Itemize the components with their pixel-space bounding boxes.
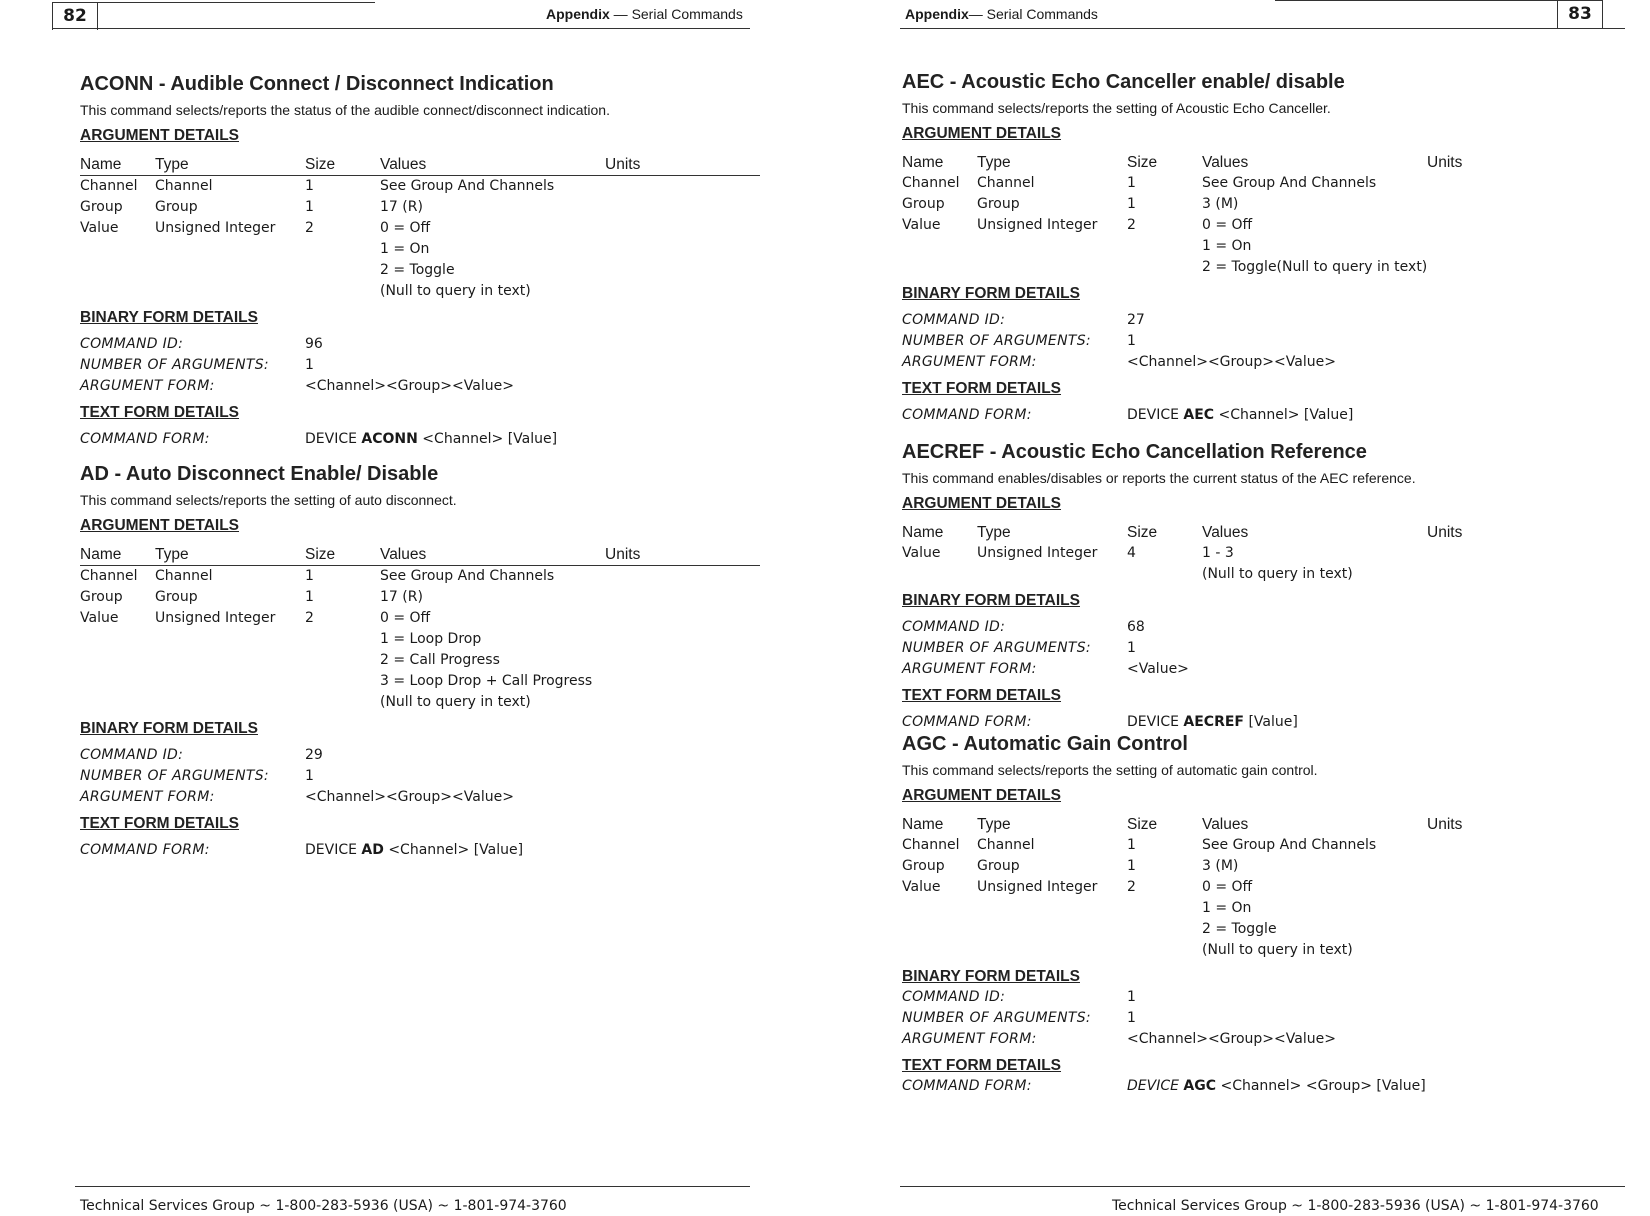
num-args-value: 1 — [305, 768, 314, 784]
command-form-prefix: DEVICE — [305, 431, 362, 447]
command-description: This command selects/reports the status of the audible connect/disconnect indication. — [80, 102, 610, 118]
table-row — [902, 215, 1582, 278]
argument-table-header — [80, 154, 760, 176]
col-units: Units — [1427, 816, 1463, 833]
command-form-label: COMMAND FORM — [902, 407, 1027, 423]
arg-form-value: <Channel><Group><Value> — [1127, 354, 1336, 370]
cell-name: Channel — [80, 178, 138, 194]
arg-form-row: ARGUMENT FORM: <Channel><Group><Value> — [902, 1029, 1582, 1050]
command-id-label: COMMAND ID — [902, 619, 1001, 635]
command-form-row: COMMAND FORM: DEVICE AECREF [Value] — [902, 714, 1298, 730]
command-id-value: 68 — [1127, 619, 1145, 635]
cell-name: Value — [902, 545, 941, 561]
cell-value: See Group And Channels — [1202, 175, 1377, 191]
table-row — [902, 856, 1582, 877]
cell-type: Unsigned Integer — [155, 220, 276, 236]
command-title: AECREF - Acoustic Echo Cancellation Reference — [902, 441, 1367, 463]
command-description: This command selects/reports the setting of automatic gain control. — [902, 762, 1318, 778]
command-form-keyword: AGC — [1183, 1078, 1217, 1094]
cell-type: Channel — [155, 568, 213, 584]
cell-size: 1 — [305, 568, 314, 584]
table-row — [902, 835, 1582, 856]
binary-form-heading: BINARY FORM DETAILS — [902, 285, 1080, 302]
cell-value: 2 = Call Progress — [380, 652, 500, 668]
cell-name: Channel — [902, 837, 960, 853]
cell-value: 2 = Toggle(Null to query in text) — [1202, 259, 1428, 275]
table-row — [80, 176, 760, 197]
cell-type: Group — [155, 199, 198, 215]
command-id-row: COMMAND ID: 27 — [902, 310, 1582, 331]
arg-form-row: ARGUMENT FORM: <Value> — [902, 659, 1582, 680]
binary-form-heading: BINARY FORM DETAILS — [902, 592, 1080, 609]
cell-value: 0 = Off — [380, 220, 431, 236]
cell-size: 2 — [1127, 879, 1136, 895]
table-row — [80, 197, 760, 218]
cell-size: 2 — [1127, 217, 1136, 233]
command-aec — [902, 70, 1582, 426]
col-units: Units — [1427, 524, 1463, 541]
command-id-value: 1 — [1127, 989, 1136, 1005]
command-form-suffix: <Channel> [Value] — [383, 842, 524, 858]
col-units: Units — [1427, 154, 1463, 171]
cell-size: 1 — [305, 589, 314, 605]
table-row — [902, 877, 1582, 961]
num-args-row: NUMBER OF ARGUMENTS: 1 — [902, 638, 1582, 659]
col-units: Units — [605, 156, 641, 173]
col-type: Type — [155, 156, 189, 173]
col-type: Type — [977, 524, 1011, 541]
table-row — [80, 218, 760, 302]
cell-size: 2 — [305, 220, 314, 236]
header-separator: — — [968, 6, 987, 22]
num-args-value: 1 — [305, 357, 314, 373]
header-separator: — — [609, 6, 632, 22]
command-form-prefix: DEVICE — [1127, 714, 1184, 730]
left-page — [0, 0, 800, 1216]
text-form-heading: TEXT FORM DETAILS — [80, 404, 240, 421]
cell-type: Group — [977, 858, 1020, 874]
cell-size: 2 — [305, 610, 314, 626]
col-name: Name — [80, 156, 122, 173]
cell-type: Unsigned Integer — [977, 217, 1098, 233]
argument-details-heading: ARGUMENT DETAILS — [902, 125, 1062, 142]
cell-size: 1 — [1127, 858, 1136, 874]
cell-value: (Null to query in text) — [1202, 942, 1353, 958]
argument-details-heading: ARGUMENT DETAILS — [902, 787, 1062, 804]
cell-value: 3 (M) — [1202, 858, 1239, 874]
running-header — [905, 6, 1098, 22]
argument-table — [80, 154, 760, 302]
command-id-label: COMMAND ID — [902, 312, 1001, 328]
running-header — [546, 6, 743, 22]
command-title: AGC - Automatic Gain Control — [902, 733, 1188, 755]
cell-size: 1 — [305, 199, 314, 215]
command-form-row: COMMAND FORM: DEVICE AGC <Channel> <Group> [Value] — [902, 1078, 1426, 1094]
num-args-value: 1 — [1127, 1010, 1136, 1026]
num-args-row: NUMBER OF ARGUMENTS: 1 — [80, 766, 760, 787]
arg-form-label: ARGUMENT FORM — [902, 354, 1032, 370]
cell-name: Group — [902, 196, 945, 212]
col-values: Values — [380, 156, 427, 173]
table-row — [80, 587, 760, 608]
argument-details-heading: ARGUMENT DETAILS — [902, 495, 1062, 512]
command-form-row: COMMAND FORM: DEVICE ACONN <Channel> [Value] — [80, 431, 558, 447]
header-title: Serial Commands — [631, 6, 743, 22]
command-title: AEC - Acoustic Echo Canceller enable/ disable — [902, 71, 1345, 93]
cell-value: 3 (M) — [1202, 196, 1239, 212]
command-id-row: COMMAND ID: 96 — [80, 334, 760, 355]
col-size: Size — [305, 156, 336, 173]
command-form-keyword: AEC — [1183, 407, 1215, 423]
cell-type: Channel — [977, 175, 1035, 191]
argument-table-header — [902, 152, 1582, 173]
arg-form-value: <Value> — [1127, 661, 1189, 677]
num-args-value: 1 — [1127, 640, 1136, 656]
cell-name: Group — [80, 589, 123, 605]
command-form-label: COMMAND FORM — [902, 714, 1027, 730]
header-title: Serial Commands — [986, 6, 1098, 22]
cell-name: Value — [902, 879, 941, 895]
cell-size: 1 — [1127, 175, 1136, 191]
num-args-label: NUMBER OF ARGUMENTS — [80, 357, 264, 373]
cell-value: 0 = Off — [1202, 879, 1253, 895]
num-args-label: NUMBER OF ARGUMENTS — [902, 1010, 1086, 1026]
col-name: Name — [902, 524, 944, 541]
binary-form-heading: BINARY FORM DETAILS — [902, 968, 1080, 985]
argument-table-header — [902, 522, 1582, 543]
num-args-row: NUMBER OF ARGUMENTS: 1 — [80, 355, 760, 376]
header-rule-top — [97, 2, 375, 3]
header-rule — [52, 28, 750, 29]
cell-name: Channel — [902, 175, 960, 191]
binary-form-heading: BINARY FORM DETAILS — [80, 309, 258, 326]
cell-value: 3 = Loop Drop + Call Progress — [380, 673, 593, 689]
text-form-heading: TEXT FORM DETAILS — [902, 380, 1062, 397]
command-agc — [902, 732, 1582, 1097]
arg-form-value: <Channel><Group><Value> — [305, 789, 514, 805]
cell-size: 4 — [1127, 545, 1136, 561]
command-form-prefix: DEVICE — [305, 842, 362, 858]
col-size: Size — [305, 546, 336, 563]
col-name: Name — [902, 816, 944, 833]
col-values: Values — [380, 546, 427, 563]
command-form-prefix: DEVICE — [1127, 407, 1184, 423]
binary-form-heading: BINARY FORM DETAILS — [80, 720, 258, 737]
col-values: Values — [1202, 154, 1249, 171]
command-form-keyword: ACONN — [361, 431, 418, 447]
command-id-label: COMMAND ID — [902, 989, 1001, 1005]
cell-size: 1 — [1127, 196, 1136, 212]
arg-form-label: ARGUMENT FORM — [80, 789, 210, 805]
cell-value: (Null to query in text) — [380, 694, 531, 710]
cell-name: Group — [80, 199, 123, 215]
cell-value: 1 - 3 — [1202, 545, 1234, 561]
argument-details-heading: ARGUMENT DETAILS — [80, 127, 240, 144]
arg-form-row: ARGUMENT FORM: <Channel><Group><Value> — [902, 352, 1582, 373]
command-title: AD - Auto Disconnect Enable/ Disable — [80, 463, 439, 485]
cell-type: Unsigned Integer — [977, 545, 1098, 561]
arg-form-row: ARGUMENT FORM: <Channel><Group><Value> — [80, 787, 760, 808]
text-form-heading: TEXT FORM DETAILS — [902, 687, 1062, 704]
command-id-row: COMMAND ID: 1 — [902, 987, 1582, 1008]
command-id-label: COMMAND ID — [80, 747, 179, 763]
page-number: 82 — [52, 2, 98, 30]
cell-value: 17 (R) — [380, 589, 423, 605]
argument-table-header — [902, 814, 1582, 835]
col-type: Type — [977, 816, 1011, 833]
num-args-row: NUMBER OF ARGUMENTS: 1 — [902, 331, 1582, 352]
table-row — [80, 566, 760, 587]
command-form-label: COMMAND FORM — [902, 1078, 1027, 1094]
col-name: Name — [902, 154, 944, 171]
argument-table — [902, 152, 1582, 278]
col-size: Size — [1127, 816, 1158, 833]
command-description: This command selects/reports the setting of Acoustic Echo Canceller. — [902, 100, 1331, 116]
right-page — [825, 0, 1650, 1216]
command-form-suffix: <Channel> [Value] — [1214, 407, 1354, 423]
command-form-label: COMMAND FORM — [80, 431, 205, 447]
cell-size: 1 — [305, 178, 314, 194]
command-id-row: COMMAND ID: 29 — [80, 745, 760, 766]
header-rule-top — [1275, 0, 1585, 1]
command-id-value: 96 — [305, 336, 323, 352]
col-size: Size — [1127, 154, 1158, 171]
footer-rule — [75, 1186, 750, 1187]
cell-name: Value — [902, 217, 941, 233]
cell-size: 1 — [1127, 837, 1136, 853]
text-form-heading: TEXT FORM DETAILS — [902, 1057, 1062, 1074]
command-aecref — [902, 440, 1582, 733]
cell-type: Channel — [977, 837, 1035, 853]
cell-value: 2 = Toggle — [380, 262, 455, 278]
cell-value: 1 = On — [380, 241, 430, 257]
cell-value: See Group And Channels — [1202, 837, 1377, 853]
cell-value: 2 = Toggle — [1202, 921, 1277, 937]
cell-type: Group — [977, 196, 1020, 212]
page-number: 83 — [1557, 0, 1603, 28]
cell-value: (Null to query in text) — [1202, 566, 1353, 582]
num-args-label: NUMBER OF ARGUMENTS — [80, 768, 264, 784]
arg-form-value: <Channel><Group><Value> — [1127, 1031, 1336, 1047]
col-size: Size — [1127, 524, 1158, 541]
command-aconn — [80, 72, 760, 450]
arg-form-value: <Channel><Group><Value> — [305, 378, 514, 394]
num-args-row: NUMBER OF ARGUMENTS: 1 — [902, 1008, 1582, 1029]
command-form-keyword: AD — [361, 842, 384, 858]
table-row — [902, 543, 1582, 585]
header-section: Appendix — [905, 6, 969, 22]
page-footer: Technical Services Group ~ 1-800-283-5936 (USA) ~ 1-801-974-3760 — [1112, 1198, 1599, 1214]
header-rule — [900, 28, 1625, 29]
arg-form-row: ARGUMENT FORM: <Channel><Group><Value> — [80, 376, 760, 397]
command-description: This command selects/reports the setting of auto disconnect. — [80, 492, 457, 508]
header-section: Appendix — [546, 6, 610, 22]
cell-value: 0 = Off — [380, 610, 431, 626]
argument-table — [902, 522, 1582, 585]
cell-value: 17 (R) — [380, 199, 423, 215]
cell-value: 0 = Off — [1202, 217, 1253, 233]
cell-type: Group — [155, 589, 198, 605]
col-name: Name — [80, 546, 122, 563]
num-args-label: NUMBER OF ARGUMENTS — [902, 640, 1086, 656]
col-values: Values — [1202, 524, 1249, 541]
cell-value: See Group And Channels — [380, 568, 555, 584]
command-title: ACONN - Audible Connect / Disconnect Indication — [80, 73, 554, 95]
page-footer: Technical Services Group ~ 1-800-283-5936 (USA) ~ 1-801-974-3760 — [80, 1198, 567, 1214]
col-values: Values — [1202, 816, 1249, 833]
cell-name: Value — [80, 220, 119, 236]
cell-type: Channel — [155, 178, 213, 194]
command-ad — [80, 462, 760, 861]
command-id-label: COMMAND ID — [80, 336, 179, 352]
cell-value: 1 = Loop Drop — [380, 631, 482, 647]
command-id-value: 29 — [305, 747, 323, 763]
command-form-row: COMMAND FORM: DEVICE AD <Channel> [Value] — [80, 842, 524, 858]
col-type: Type — [977, 154, 1011, 171]
command-id-row: COMMAND ID: 68 — [902, 617, 1582, 638]
argument-details-heading: ARGUMENT DETAILS — [80, 517, 240, 534]
text-form-heading: TEXT FORM DETAILS — [80, 815, 240, 832]
command-id-value: 27 — [1127, 312, 1145, 328]
argument-table — [80, 544, 760, 713]
table-row — [902, 194, 1582, 215]
cell-name: Group — [902, 858, 945, 874]
command-form-suffix: [Value] — [1244, 714, 1298, 730]
footer-rule — [900, 1186, 1625, 1187]
table-row — [80, 608, 760, 713]
argument-table-header — [80, 544, 760, 566]
command-form-keyword: AECREF — [1183, 714, 1244, 730]
cell-value: 1 = On — [1202, 900, 1252, 916]
cell-value: (Null to query in text) — [380, 283, 531, 299]
col-type: Type — [155, 546, 189, 563]
argument-table — [902, 814, 1582, 961]
arg-form-label: ARGUMENT FORM — [80, 378, 210, 394]
cell-type: Unsigned Integer — [977, 879, 1098, 895]
cell-value: See Group And Channels — [380, 178, 555, 194]
cell-type: Unsigned Integer — [155, 610, 276, 626]
command-form-row: COMMAND FORM: DEVICE AEC <Channel> [Value] — [902, 407, 1354, 423]
command-form-suffix: <Channel> <Group> [Value] — [1216, 1078, 1426, 1094]
command-form-label: COMMAND FORM — [80, 842, 205, 858]
col-units: Units — [605, 546, 641, 563]
num-args-label: NUMBER OF ARGUMENTS — [902, 333, 1086, 349]
arg-form-label: ARGUMENT FORM — [902, 1031, 1032, 1047]
cell-name: Channel — [80, 568, 138, 584]
cell-value: 1 = On — [1202, 238, 1252, 254]
cell-name: Value — [80, 610, 119, 626]
command-description: This command enables/disables or reports the current status of the AEC reference. — [902, 470, 1416, 486]
command-form-prefix: DEVICE — [1127, 1078, 1184, 1094]
table-row — [902, 173, 1582, 194]
num-args-value: 1 — [1127, 333, 1136, 349]
command-form-suffix: <Channel> [Value] — [417, 431, 558, 447]
arg-form-label: ARGUMENT FORM — [902, 661, 1032, 677]
